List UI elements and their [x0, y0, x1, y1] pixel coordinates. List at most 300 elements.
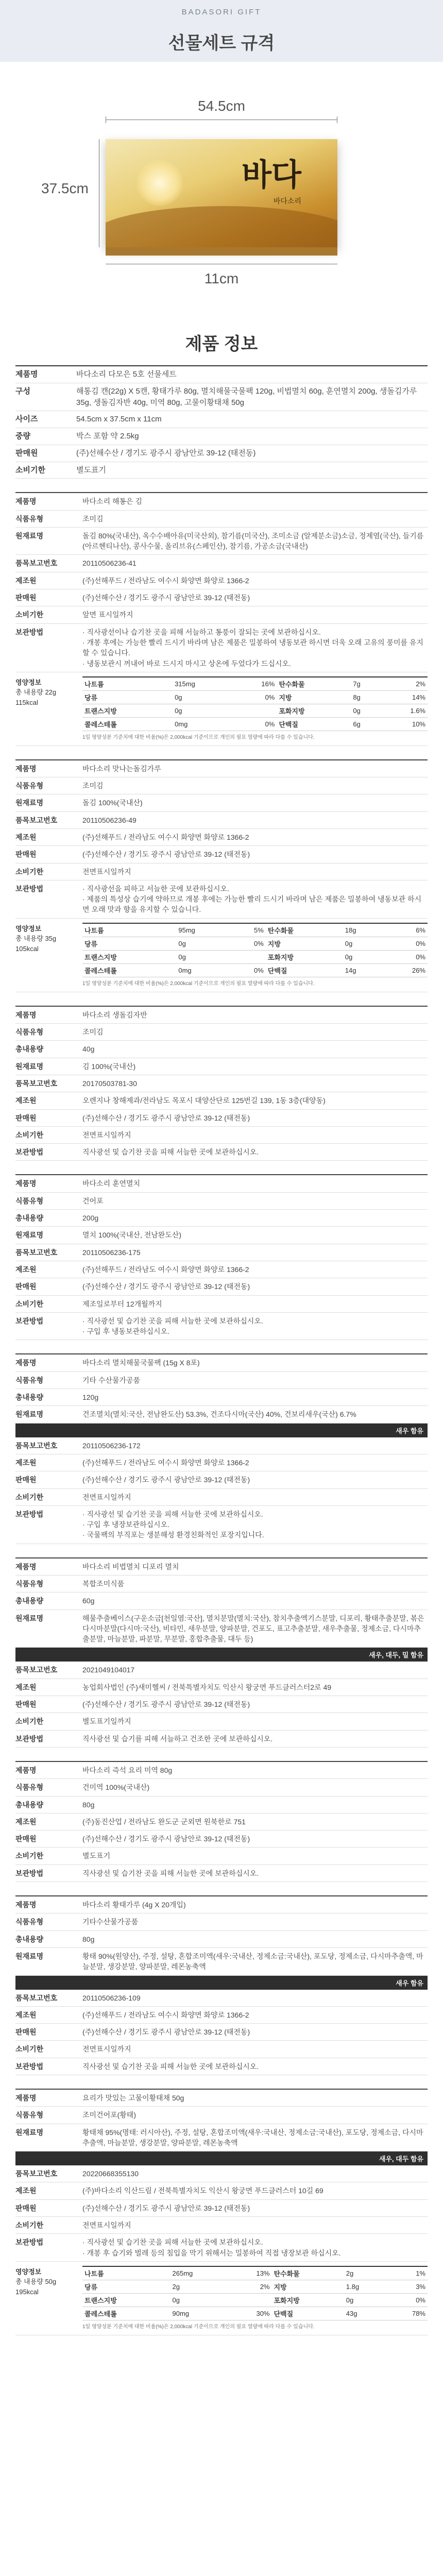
spec-label: 소비기한: [15, 465, 45, 474]
top-banner: [0, 0, 443, 62]
info-label: 보관방법: [15, 1734, 44, 1743]
info-row: [15, 1896, 428, 1913]
info-label: 판매원: [15, 850, 37, 859]
info-value: 조미김: [82, 514, 104, 523]
info-label: 제조원: [15, 1096, 37, 1105]
nutrition-row: [82, 717, 428, 731]
nutrition-total: 총 내용량 50g: [15, 2278, 57, 2286]
info-value: 직사광선 및 습기찬 곳을 피해 서늘한 곳에 보관하십시오.: [82, 1869, 259, 1877]
nutrition-kcal: 105kcal: [15, 944, 39, 953]
info-row: [15, 511, 428, 528]
nutrition-table: [82, 2266, 428, 2320]
spec-row: [15, 411, 428, 428]
info-row: [15, 1865, 428, 1882]
info-label: 판매원: [15, 1835, 37, 1843]
info-row: [15, 2090, 428, 2107]
info-row: [15, 1175, 428, 1192]
info-value: 바다소리 맛나는돌김가루: [82, 764, 161, 773]
info-label: 보관방법: [15, 2062, 44, 2071]
info-value: 황태 90%(원양산), 주정, 설탕, 혼합조미액(새우:국내산, 정제소금:국내산), 포도당, 정제소금, 다시마추출액, 마늘분말, 생강분말, 양파분말, 레몬농축액: [82, 1952, 423, 1971]
nutrition-cell: 13%: [230, 2266, 272, 2280]
nutrition-cell: 0g: [171, 2293, 230, 2307]
nutrition-section: [15, 672, 428, 746]
info-label: 제조원: [15, 2187, 37, 2195]
nutrition-row: [82, 950, 428, 963]
info-value: 건어포: [82, 1196, 104, 1205]
info-label: 소비기한: [15, 1130, 44, 1139]
box-logo-subtitle: 바다소리: [273, 197, 301, 205]
info-row: [15, 1437, 428, 1454]
info-row: [15, 1797, 428, 1814]
info-label: 제조원: [15, 1265, 37, 1274]
info-value: 20110506236-109: [82, 1993, 141, 2002]
info-value: 기타수산물가공품: [82, 1918, 139, 1926]
spec-value: 별도표기: [76, 465, 106, 474]
spacer: [0, 1882, 443, 1895]
nutrition-cell: 단백질: [266, 963, 343, 977]
info-value: (주)선해수산 / 경기도 광주시 광남안로 39-12 (태전동): [82, 594, 250, 602]
info-value: · 직사광선을 피하고 서늘한 곳에 보관하십시오. · 제품의 특성상 습기에 약하므로 개봉 후에는 가능한 빨리 드시기 바라며 남은 제품은 밀봉하여 냉동보관 하시면 오래 맛과 향을 유지할 수 있습니다.: [82, 884, 422, 914]
info-value: 황태채 95%(명태: 러시아산), 주정, 설탕, 혼합조미액(새우:국내산, 정제소금:국내산), 포도당, 정제소금, 다시마추출액, 마늘분말, 생강분말, 양파분말, 레몬농축액: [82, 2128, 423, 2147]
info-value: (주)선해푸드 / 전라남도 여수시 화양면 화양로 1366-2: [82, 576, 249, 585]
info-value: (주)선해푸드 / 전라남도 여수시 화양면 화양로 1366-2: [82, 2010, 249, 2019]
info-value: 멸치 100%(국내산, 전남완도산): [82, 1231, 182, 1240]
spec-label: 제품명: [15, 370, 38, 379]
spec-row: [15, 383, 428, 411]
info-row: [15, 1592, 428, 1609]
spec-value: (주)선해수산 / 경기도 광주시 광남안로 39-12 (태전동): [76, 448, 256, 457]
info-label: 보관방법: [15, 1869, 44, 1877]
info-label: 제품명: [15, 1359, 37, 1367]
info-label: 총내용량: [15, 1800, 44, 1809]
nutrition-cell: 6%: [382, 923, 428, 937]
info-row: [15, 794, 428, 811]
spec-value: 54.5cm x 37.5cm x 11cm: [76, 415, 162, 424]
info-row: [15, 1007, 428, 1024]
info-label: 소비기한: [15, 1493, 44, 1501]
info-value: 직사광선 및 습기를 피해 서늘하고 건조한 곳에 보관하십시오.: [82, 1734, 273, 1743]
info-label: 품목보고번호: [15, 1993, 58, 2002]
info-label: 제품명: [15, 764, 37, 773]
info-label: 원재료명: [15, 799, 44, 807]
info-row: [15, 1278, 428, 1295]
info-row: [15, 1848, 428, 1865]
dimension-width: 54.5cm: [198, 98, 245, 114]
sun-graphic: [137, 160, 183, 206]
nutrition-cell: 2%: [230, 2280, 272, 2293]
info-row: [15, 1092, 428, 1109]
nutrition-row: [82, 2307, 428, 2320]
nutrition-cell: [230, 2293, 272, 2307]
info-value: 120g: [82, 1393, 99, 1402]
info-value: 돌김 100%(국내산): [82, 799, 143, 807]
info-row: [15, 589, 428, 606]
nutrition-note: 1일 영양성분 기준치에 대한 비율(%)은 2,000kcal 기준이므로 개인의 필요 열량에 따라 다를 수 있습니다.: [82, 734, 315, 740]
product-block: [15, 759, 428, 992]
nutrition-cell: 0g: [176, 937, 230, 950]
info-label: 품목보고번호: [15, 1666, 58, 1674]
nutrition-cell: 1.8g: [344, 2280, 385, 2293]
nutrition-cell: 265mg: [171, 2266, 230, 2280]
allergen-warning: 새우 함유: [15, 1976, 428, 1990]
product-block: [15, 1174, 428, 1340]
spec-label: 중량: [15, 432, 30, 440]
info-row: [15, 2182, 428, 2199]
nutrition-cell: 콜레스테롤: [82, 717, 173, 731]
info-value: 2021049104017: [82, 1666, 135, 1674]
nutrition-cell: 3%: [385, 2280, 428, 2293]
info-row: [15, 1713, 428, 1730]
info-row: [15, 1372, 428, 1389]
nutrition-table-wrap: [82, 672, 428, 745]
info-label: 제품명: [15, 1766, 37, 1774]
nutrition-cell: 포화지방: [272, 2293, 344, 2307]
nutrition-cell: [233, 704, 277, 717]
box-logo-title: 바다: [242, 157, 301, 193]
info-row: [15, 1831, 428, 1848]
info-row: [15, 1024, 428, 1041]
info-row: [15, 1489, 428, 1506]
spacer: [0, 1161, 443, 1174]
nutrition-cell: 0g: [173, 704, 233, 717]
info-row: [15, 1471, 428, 1488]
nutrition-cell: 5%: [230, 923, 266, 937]
info-value: 직사광선 및 습기찬 곳을 피해 서늘한 곳에 보관하십시오.: [82, 2062, 259, 2071]
info-value: 60g: [82, 1597, 95, 1605]
info-value: (주)동진산업 / 전라남도 완도군 군외면 원북한로 751: [82, 1817, 246, 1826]
info-label: 제품명: [15, 1179, 37, 1188]
info-row: [15, 1210, 428, 1227]
nutrition-row: [82, 704, 428, 717]
product-block: [15, 1557, 428, 1648]
nutrition-cell: 2%: [380, 677, 428, 691]
info-value: 조미건어포(황태): [82, 2111, 136, 2120]
nutrition-cell: 0%: [382, 937, 428, 950]
product-block: [15, 2089, 428, 2151]
nutrition-cell: 90mg: [171, 2307, 230, 2320]
info-row: [15, 1058, 428, 1075]
nutrition-cell: 0%: [385, 2293, 428, 2307]
info-label: 총내용량: [15, 1597, 44, 1605]
product-info-title: 제품 정보: [185, 334, 258, 354]
info-label: 품목보고번호: [15, 1079, 58, 1088]
info-value: 바다소리 멸치해물국물팩 (15g X 8포): [82, 1359, 200, 1367]
product-photo-section: [0, 62, 443, 319]
info-value: 전면표시일까지: [82, 1493, 131, 1501]
info-row: [15, 1244, 428, 1261]
info-value: 20110506236-49: [82, 816, 137, 824]
info-value: 직사광선 및 습기찬 곳을 피해 서늘한 곳에 보관하십시오.: [82, 1148, 259, 1157]
nutrition-row: [82, 963, 428, 977]
nutrition-cell: 1.6%: [380, 704, 428, 717]
info-label: 보관방법: [15, 2238, 44, 2247]
info-value: (주)선해푸드 / 전라남도 여수시 화양면 화양로 1366-2: [82, 833, 249, 841]
info-label: 판매원: [15, 2028, 37, 2037]
info-value: 전면표시일까지: [82, 1130, 131, 1139]
info-value: 바다소리 비법멸치 디포리 멸치: [82, 1562, 179, 1571]
info-row: [15, 829, 428, 846]
info-row: [15, 606, 428, 623]
info-row: [15, 760, 428, 777]
nutrition-cell: 1%: [385, 2266, 428, 2280]
info-value: (주)바다소리 익산드림 / 전북특별자치도 익산시 왕궁면 푸드클러스터 10길 69: [82, 2187, 323, 2195]
nutrition-cell: 콜레스테롤: [82, 963, 176, 977]
info-label: 보관방법: [15, 628, 44, 636]
info-value: 요리가 맛있는 고물이황태채 50g: [82, 2094, 184, 2102]
product-block: [15, 1353, 428, 1423]
info-label: 소비기한: [15, 1852, 44, 1860]
info-label: 원재료명: [15, 1614, 44, 1622]
info-label: 품목보고번호: [15, 2170, 58, 2178]
nutrition-cell: [230, 950, 266, 963]
info-label: 소비기한: [15, 867, 44, 876]
nutrition-cell: 0%: [233, 717, 277, 731]
info-label: 원재료명: [15, 1952, 44, 1960]
product-block: [15, 1761, 428, 1882]
info-value: (주)선해수산 / 경기도 광주시 광남안로 39-12 (태전동): [82, 2028, 250, 2037]
nutrition-section: [15, 919, 428, 992]
info-value: 바다소리 해통은 김: [82, 497, 142, 506]
info-value: 오렌지나 창해제과/전라남도 목포시 대양산단로 125번길 139, 1동 3층(대양동): [82, 1096, 326, 1105]
info-value: (주)선해수산 / 경기도 광주시 광남안로 39-12 (태전동): [82, 1113, 250, 1122]
info-row: [15, 493, 428, 510]
info-label: 판매원: [15, 1476, 37, 1484]
dimension-height: 37.5cm: [41, 180, 89, 196]
info-value: 제조일로부터 12개월까지: [82, 1299, 162, 1308]
info-row: [15, 1990, 428, 2007]
nutrition-label: 영양정보 총 내용량 22g 115kcal: [15, 672, 82, 745]
info-label: 원재료명: [15, 1062, 44, 1071]
info-row: [15, 1127, 428, 1144]
info-value: 돌김 80%(국내산), 옥수수배아유(미국산외), 참기름(미국산), 조미소금 (알제분소금)소금, 정제염(국산), 들기름(아르헨티나산), 콩사수물, 올리브유(스페인산), 참기름, 가공소금(국내산): [82, 531, 424, 551]
nutrition-cell: 14%: [380, 690, 428, 704]
info-label: 판매원: [15, 594, 37, 602]
info-value: 바다소리 생돌김자반: [82, 1010, 147, 1019]
info-value: 80g: [82, 1935, 95, 1943]
info-value: (주)선해수산 / 경기도 광주시 광남안로 39-12 (태전동): [82, 1282, 250, 1291]
product-block-continued: [15, 1437, 428, 1544]
info-row: [15, 863, 428, 880]
nutrition-cell: 26%: [382, 963, 428, 977]
info-label: 식품유형: [15, 1196, 44, 1205]
info-label: 원재료명: [15, 531, 44, 540]
info-label: 보관방법: [15, 884, 44, 893]
info-label: 제품명: [15, 2094, 37, 2102]
info-value: 건미역 100%(국내산): [82, 1783, 150, 1792]
info-value: 바다소리 훈연멸치: [82, 1179, 141, 1188]
spacer: [0, 992, 443, 1006]
info-value: 앞면 표시일까지: [82, 611, 133, 619]
nutrition-cell: 0%: [230, 963, 266, 977]
info-row: [15, 1779, 428, 1796]
nutrition-cell: 탄수화물: [277, 677, 351, 691]
info-row: [15, 1313, 428, 1341]
info-label: 식품유형: [15, 1028, 44, 1037]
gift-box-image: [106, 139, 337, 247]
info-row: [15, 1948, 428, 1976]
info-row: [15, 1762, 428, 1779]
spacer: [0, 746, 443, 759]
info-row: [15, 2107, 428, 2124]
spec-value: 바다소리 다모은 5호 선물세트: [76, 370, 177, 379]
info-label: 판매원: [15, 2204, 37, 2212]
spacer: [0, 1748, 443, 1761]
info-value: · 직사광선 및 습기찬 곳을 피해 서늘한 곳에 보관하십시오. · 구입 후 냉동보관하십시오.: [82, 1316, 263, 1336]
nutrition-cell: 당류: [82, 690, 173, 704]
brand-label: BADASORI GIFT: [181, 8, 262, 16]
info-label: 보관방법: [15, 1510, 44, 1518]
nutrition-cell: 0g: [351, 704, 380, 717]
info-row: [15, 1506, 428, 1544]
spec-label: 판매원: [15, 448, 38, 457]
info-label: 식품유형: [15, 1579, 44, 1588]
nutrition-cell: 트랜스지방: [82, 704, 173, 717]
nutrition-table-wrap: [82, 2262, 428, 2335]
nutrition-label: 영양정보 총 내용량 50g 195kcal: [15, 2262, 82, 2335]
info-value: 건조멸치(멸치:국산, 전남완도산) 53.3%, 건조다시마(국산) 40%, 건보리새우(국산) 6.7%: [82, 1410, 356, 1419]
nutrition-cell: 탄수화물: [272, 2266, 344, 2280]
info-label: 제조원: [15, 576, 37, 585]
nutrition-cell: 콜레스테롤: [82, 2307, 171, 2320]
info-label: 총내용량: [15, 1045, 44, 1054]
info-value: 20170503781-30: [82, 1079, 137, 1088]
info-row: [15, 1662, 428, 1679]
info-label: 소비기한: [15, 2045, 44, 2054]
nutrition-cell: 30%: [230, 2307, 272, 2320]
nutrition-cell: 포화지방: [277, 704, 351, 717]
info-row: [15, 1696, 428, 1713]
info-row: [15, 1193, 428, 1210]
info-row: [15, 2234, 428, 2262]
info-row: [15, 1075, 428, 1092]
gift-box-front-edge: [106, 247, 337, 256]
info-row: [15, 1454, 428, 1471]
info-value: 조미김: [82, 782, 104, 790]
info-label: 원재료명: [15, 2128, 44, 2137]
nutrition-cell: 0g: [343, 950, 383, 963]
dimension-depth: 11cm: [204, 270, 239, 286]
nutrition-row: [82, 677, 428, 691]
info-row: [15, 2007, 428, 2024]
info-label: 소비기한: [15, 2221, 44, 2230]
nutrition-cell: 단백질: [277, 717, 351, 731]
nutrition-kcal: 195kcal: [15, 2287, 39, 2296]
nutrition-total: 총 내용량 22g: [15, 688, 57, 697]
info-value: 전면표시일까지: [82, 2221, 131, 2230]
nutrition-cell: 당류: [82, 937, 176, 950]
info-value: (주)선해수산 / 경기도 광주시 광남안로 39-12 (태전동): [82, 2204, 250, 2212]
info-value: 바다소리 즉석 요리 미역 80g: [82, 1766, 173, 1774]
info-value: 20220668355130: [82, 2170, 139, 2178]
nutrition-cell: 7g: [351, 677, 380, 691]
nutrition-cell: 18g: [343, 923, 383, 937]
info-label: 보관방법: [15, 1316, 44, 1325]
info-label: 품목보고번호: [15, 816, 58, 824]
info-row: [15, 1575, 428, 1592]
info-value: 20110506236-175: [82, 1248, 141, 1257]
info-row: [15, 1610, 428, 1648]
product-block-continued: [15, 2165, 428, 2335]
nutrition-cell: 0g: [343, 937, 383, 950]
nutrition-cell: 지방: [272, 2280, 344, 2293]
nutrition-cell: 트랜스지방: [82, 2293, 171, 2307]
info-label: 제조원: [15, 1683, 37, 1691]
info-value: 40g: [82, 1045, 95, 1054]
banner-title: 선물세트 규격: [168, 33, 275, 53]
info-value: · 직사광선 및 습기찬 곳을 피해 서늘한 곳에 보관하십시오. · 구입 후 냉장보관하십시오. · 국물팩의 부직포는 생분해성 환경친화적인 포장지입니다.: [82, 1510, 264, 1539]
nutrition-cell: 0mg: [176, 963, 230, 977]
product-block: [15, 492, 428, 746]
info-row: [15, 1931, 428, 1948]
spacer: [0, 2075, 443, 2089]
nutrition-cell: 6g: [351, 717, 380, 731]
info-label: 판매원: [15, 1282, 37, 1291]
nutrition-cell: 트랜스지방: [82, 950, 176, 963]
nutrition-row: [82, 923, 428, 937]
spacer: [0, 1340, 443, 1353]
info-label: 원재료명: [15, 1231, 44, 1240]
info-value: 농업회사법인 (주)새미헬씨 / 전북특별자치도 익산시 왕궁면 푸드클러스터2로 49: [82, 1683, 332, 1691]
info-label: 식품유형: [15, 1376, 44, 1384]
spec-row: [15, 366, 428, 383]
info-value: 조미김: [82, 1028, 104, 1037]
info-value: 김 100%(국내산): [82, 1062, 136, 1071]
info-value: 전면표시일까지: [82, 867, 131, 876]
nutrition-row: [82, 937, 428, 950]
spec-label: 사이즈: [15, 415, 38, 424]
info-label: 원재료명: [15, 1410, 44, 1419]
info-value: · 직사광선 및 습기찬 곳을 피해 서늘한 곳에 보관하십시오. · 개봉 후 습기와 벌레 등의 침입을 막기 위해서는 밀봉하여 직접 냉장보관 하십시오.: [82, 2238, 341, 2257]
info-row: [15, 555, 428, 572]
nutrition-cell: 10%: [380, 717, 428, 731]
product-block-continued: [15, 1990, 428, 2075]
spec-row: [15, 428, 428, 445]
nutrition-table-wrap: [82, 919, 428, 992]
nutrition-label: 영양정보 총 내용량 35g 105kcal: [15, 919, 82, 992]
hill-graphic: [106, 206, 337, 247]
info-label: 소비기한: [15, 611, 44, 619]
nutrition-cell: 16%: [233, 677, 277, 691]
info-value: 20110506236-41: [82, 559, 137, 568]
info-row: [15, 1041, 428, 1058]
info-row: [15, 1261, 428, 1278]
info-label: 식품유형: [15, 782, 44, 790]
info-label: 식품유형: [15, 1918, 44, 1926]
nutrition-section: [15, 2262, 428, 2335]
spec-row: [15, 445, 428, 462]
info-value: 별도표기일까지: [82, 1717, 131, 1726]
info-row: [15, 1406, 428, 1423]
allergen-warning: 새우 함유: [15, 1423, 428, 1437]
info-value: 해물추출베이스(구운소금[천일염:국산], 멸치분말(멸치:국산), 참치추출엑기스분말, 디포리, 황태추출분말, 볶은다시마분말(다시마:국산), 비타민, 새우분말, 양파분말, 건포도, 표고추출분말, 새우추출물, 정제소금, 다시마추출분말, 마늘분말, 파분말, 무분말, 홍합추출물, 대두 등): [82, 1614, 424, 1643]
info-value: (주)선해수산 / 경기도 광주시 광남안로 39-12 (태전동): [82, 1476, 250, 1484]
info-row: [15, 1913, 428, 1930]
item-list: [0, 492, 443, 2349]
info-label: 식품유형: [15, 514, 44, 523]
nutrition-cell: 당류: [82, 2280, 171, 2293]
allergen-warning: 새우, 대두, 밀 함유: [15, 1648, 428, 1662]
info-row: [15, 2165, 428, 2182]
info-row: [15, 624, 428, 672]
nutrition-note: 1일 영양성분 기준치에 대한 비율(%)은 2,000kcal 기준이므로 개인의 필요 열량에 따라 다를 수 있습니다.: [82, 980, 315, 987]
nutrition-cell: 나트륨: [82, 677, 173, 691]
spec-table: [15, 366, 428, 479]
info-row: [15, 2200, 428, 2217]
info-row: [15, 2024, 428, 2041]
product-block: [15, 1895, 428, 1975]
nutrition-cell: 나트륨: [82, 2266, 171, 2280]
info-row: [15, 1814, 428, 1831]
